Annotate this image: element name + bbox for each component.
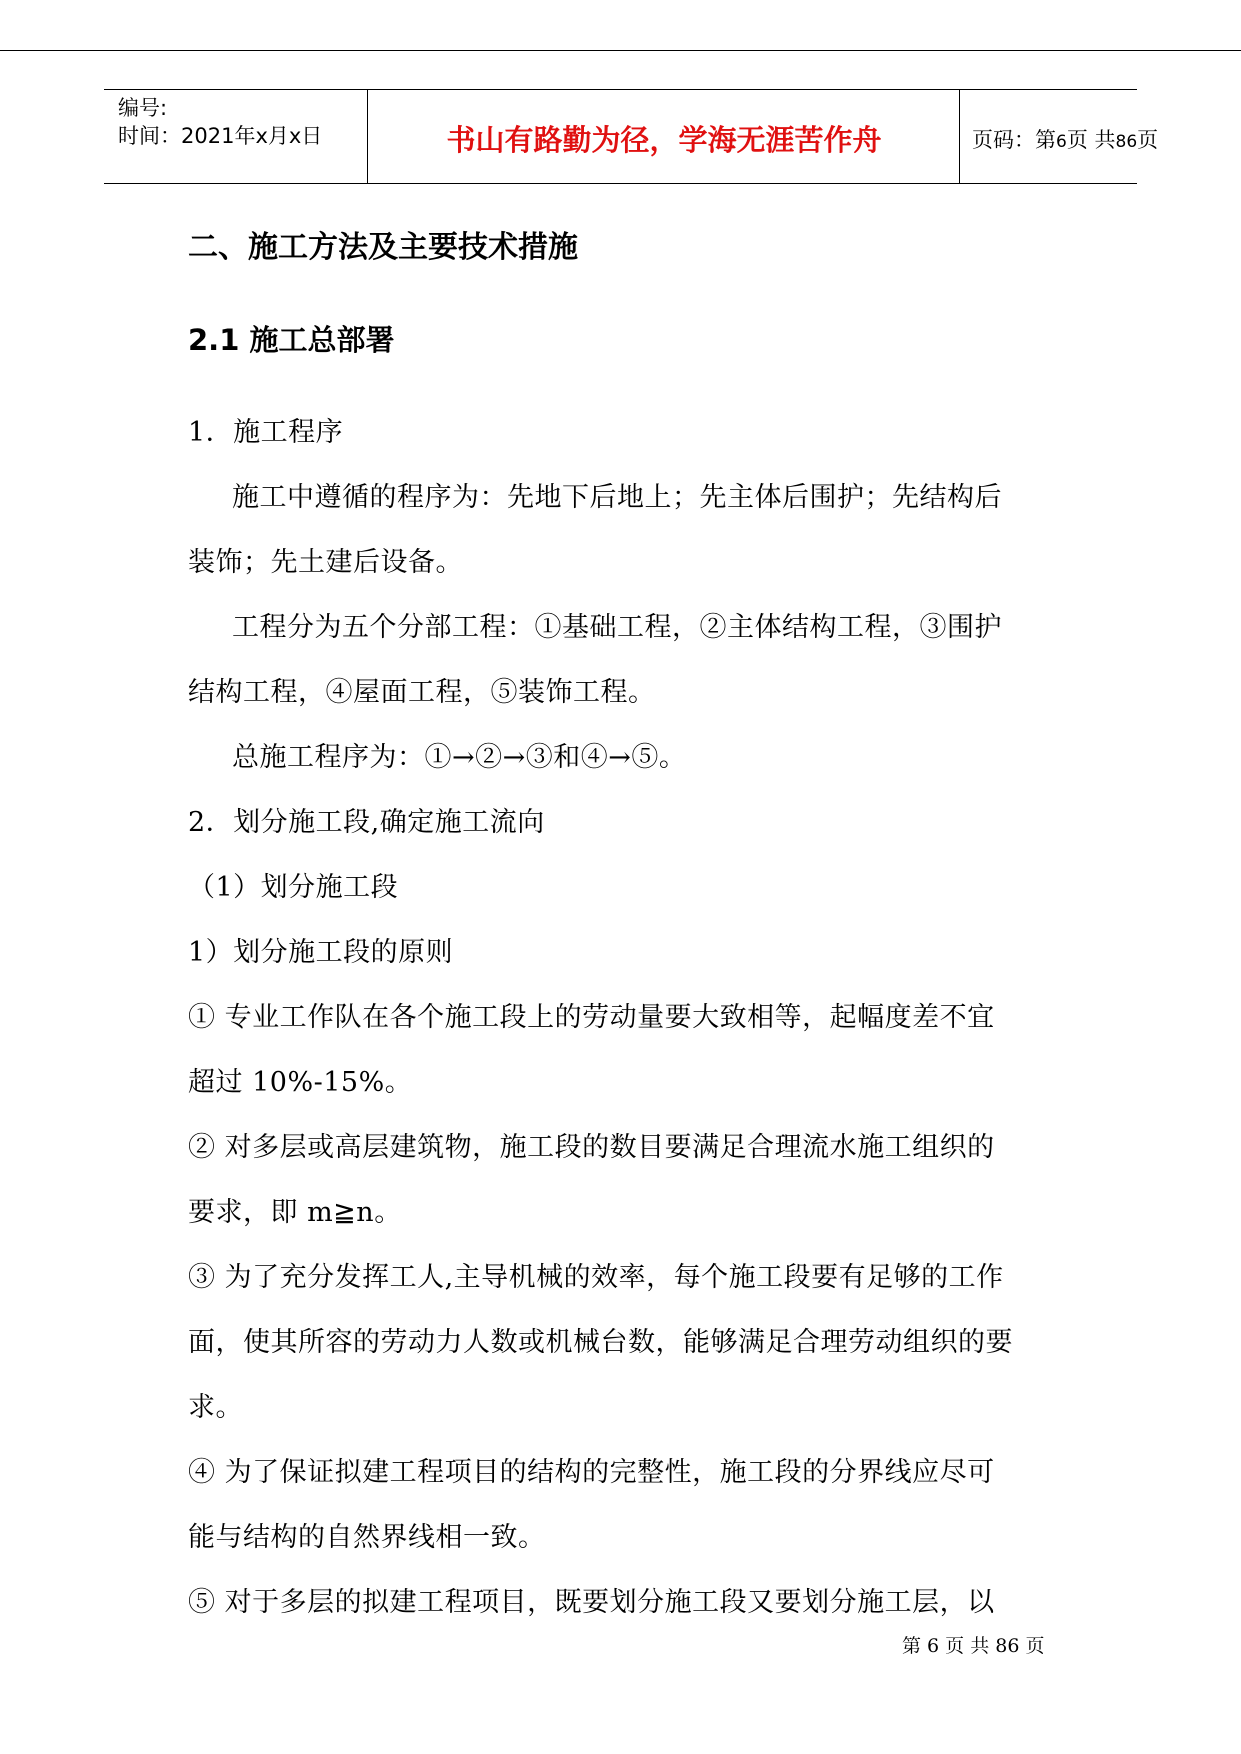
subsection-heading: 2.1 施工总部署 <box>188 323 395 357</box>
top-rule <box>0 50 1241 51</box>
document-header <box>104 89 1159 184</box>
paragraph-line: 装饰；先土建后设备。 <box>188 547 463 578</box>
header-page-number <box>972 124 1158 154</box>
paragraph-line: ① 专业工作队在各个施工段上的劳动量要大致相等，起幅度差不宜 <box>188 1002 995 1033</box>
page-mid: 页 共 <box>1066 128 1116 152</box>
header-motto-cell <box>368 90 960 183</box>
paragraph-line: 2．划分施工段,确定施工流向 <box>188 807 545 838</box>
paragraph-line: ④ 为了保证拟建工程项目的结构的完整性，施工段的分界线应尽可 <box>188 1457 995 1488</box>
paragraph-line: 结构工程，④屋面工程，⑤装饰工程。 <box>188 677 656 708</box>
motto: 书山有路勤为径，学海无涯苦作舟 <box>446 123 882 157</box>
paragraph-line: ⑤ 对于多层的拟建工程项目，既要划分施工段又要划分施工层，以 <box>188 1587 995 1618</box>
page-prefix: 页码：第 <box>972 128 1056 152</box>
serial-number-label: 编号: <box>118 96 168 120</box>
paragraph-line: 要求，即 m≧n。 <box>188 1197 402 1228</box>
paragraph-line: 总施工程序为：①→②→③和④→⑤。 <box>232 742 687 773</box>
page-current: 6 <box>1056 132 1067 152</box>
paragraph-line: 1）划分施工段的原则 <box>188 937 454 968</box>
page-footer: 第 6 页 共 86 页 <box>902 1635 1045 1657</box>
page-suffix: 页 <box>1137 128 1159 152</box>
page-total: 86 <box>1115 132 1138 152</box>
header-page-cell <box>960 90 1159 183</box>
time-label: 时间：2021年x月x日 <box>118 124 323 148</box>
paragraph-line: 工程分为五个分部工程：①基础工程，②主体结构工程，③围护 <box>232 612 1002 643</box>
paragraph-line: 1．施工程序 <box>188 417 344 448</box>
paragraph-line: 能与结构的自然界线相一致。 <box>188 1522 546 1553</box>
section-heading: 二、施工方法及主要技术措施 <box>188 230 578 265</box>
header-info-cell <box>104 90 368 183</box>
paragraph-line: 施工中遵循的程序为：先地下后地上；先主体后围护；先结构后 <box>232 482 1002 513</box>
paragraph-line: （1）划分施工段 <box>188 872 399 903</box>
paragraph-line: ② 对多层或高层建筑物，施工段的数目要满足合理流水施工组织的 <box>188 1132 995 1163</box>
paragraph-line: 求。 <box>188 1392 243 1423</box>
paragraph-line: 超过 10%-15%。 <box>188 1067 413 1098</box>
paragraph-line: ③ 为了充分发挥工人,主导机械的效率，每个施工段要有足够的工作 <box>188 1262 1004 1293</box>
paragraph-line: 面，使其所容的劳动力人数或机械台数，能够满足合理劳动组织的要 <box>188 1327 1013 1358</box>
